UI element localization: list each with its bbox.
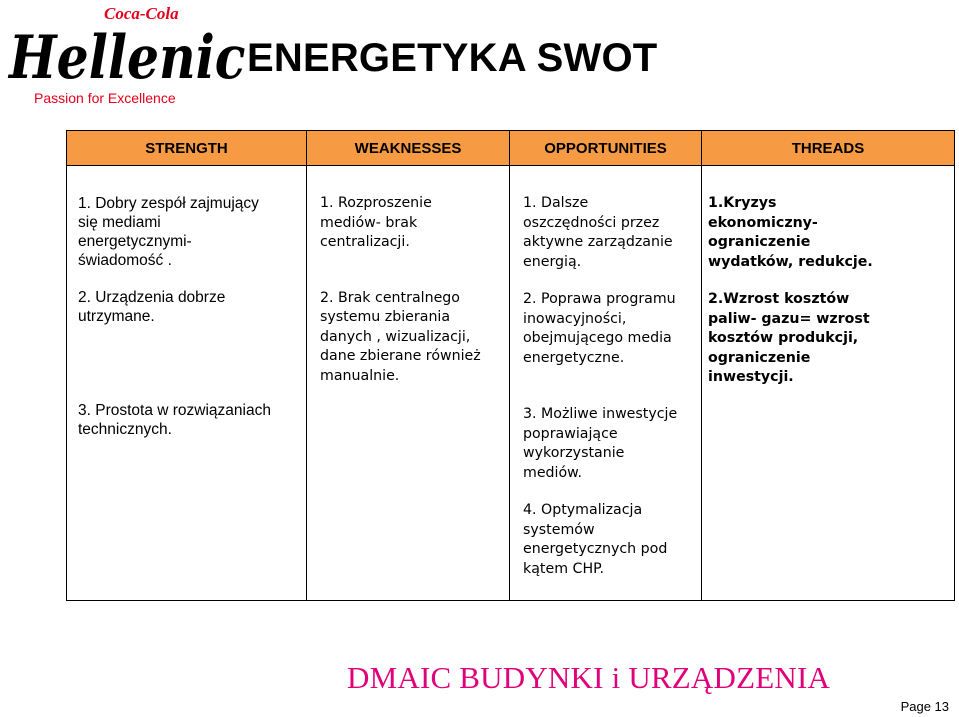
opportunities-item-3-line: 3. Możliwe inwestycje [523,406,678,422]
threads-item-2-line: inwestycji. [708,369,794,385]
strength-item-3 [78,401,300,439]
threads-item-2-line: kosztów produkcji, [708,330,859,346]
coca-cola-hellenic-logo [4,2,246,106]
logo-brand-text: Coca-Cola [104,4,179,23]
header-strength: STRENGTH [67,131,307,166]
strength-cell [67,166,307,601]
opportunities-item-1-line: aktywne zarządzanie [523,234,673,250]
weaknesses-item-1 [320,194,503,253]
page-number: Page 13 [900,699,949,714]
threads-item-2 [708,290,948,388]
threads-item-1-line: wydatków, redukcje. [708,253,873,270]
opportunities-item-4-line: energetycznych pod [523,541,668,557]
weaknesses-item-2-line: danych , wizualizacji, [320,328,471,345]
weaknesses-item-1-line: mediów- brak [320,214,418,231]
threads-cell [702,166,955,601]
threads-item-2-line: ograniczenie [708,349,811,366]
weaknesses-item-2-line: systemu zbierania [320,309,451,325]
strength-item-3-line: technicznych. [78,421,172,438]
opportunities-item-2 [523,290,695,368]
opportunities-item-1-line: 1. Dalsze [523,195,589,211]
opportunities-cell [510,166,702,601]
opportunities-item-4-line: 4. Optymalizacja [523,502,643,518]
weaknesses-item-1-line: 1. Rozproszenie [320,195,432,211]
logo-tagline-text: Passion for Excellence [34,90,176,106]
threads-item-1-line: 1.Kryzys [708,195,777,211]
weaknesses-item-2 [320,289,503,387]
weaknesses-cell [307,166,510,601]
opportunities-item-4-line: systemów [523,521,595,538]
weaknesses-item-2-line: manualnie. [320,367,400,384]
threads-item-1 [708,194,948,272]
header-threads: THREADS [702,131,955,166]
opportunities-item-2-line: 2. Poprawa programu [523,291,676,307]
threads-item-1-line: ekonomiczny- [708,214,818,231]
strength-item-1-line: energetycznymi- [78,233,192,250]
strength-item-1 [78,194,300,270]
opportunities-item-3-line: poprawiające [523,425,618,442]
opportunities-item-3-line: wykorzystanie [523,445,625,461]
strength-item-2-line: 2. Urządzenia dobrze [78,289,226,306]
threads-item-1-line: ograniczenie [708,234,811,250]
header-weaknesses: WEAKNESSES [307,131,510,166]
opportunities-item-2-line: obejmującego media [523,330,672,346]
opportunities-item-4 [523,501,695,579]
weaknesses-item-2-line: 2. Brak centralnego [320,289,460,306]
logo-name-text: Hellenic [9,22,246,94]
threads-item-2-line: 2.Wzrost kosztów [708,291,850,307]
opportunities-item-3 [523,405,695,483]
opportunities-item-2-line: energetyczne. [523,349,625,366]
opportunities-item-3-line: mediów. [523,464,582,481]
strength-item-3-line: 3. Prostota w rozwiązaniach [78,402,271,419]
page-title: ENERGETYKA SWOT [247,36,658,80]
strength-item-1-line: się mediami [78,214,161,231]
swot-table [66,130,955,601]
strength-item-2 [78,288,300,326]
opportunities-item-1-line: energią. [523,253,582,270]
strength-item-1-line: świadomość . [78,252,172,269]
opportunities-item-1 [523,194,695,272]
opportunities-item-2-line: inowacyjności, [523,310,627,327]
strength-item-1-line: 1. Dobry zespół zajmujący [78,195,259,212]
opportunities-item-4-line: kątem CHP. [523,560,604,577]
weaknesses-item-1-line: centralizacji. [320,234,410,250]
footer-title: DMAIC BUDYNKI i URZĄDZENIA [347,660,831,695]
opportunities-item-1-line: oszczędności przez [523,214,660,231]
strength-item-2-line: utrzymane. [78,308,155,325]
threads-item-2-line: paliw- gazu= wzrost [708,310,870,327]
header-opportunities: OPPORTUNITIES [510,131,702,166]
weaknesses-item-2-line: dane zbierane również [320,348,481,364]
